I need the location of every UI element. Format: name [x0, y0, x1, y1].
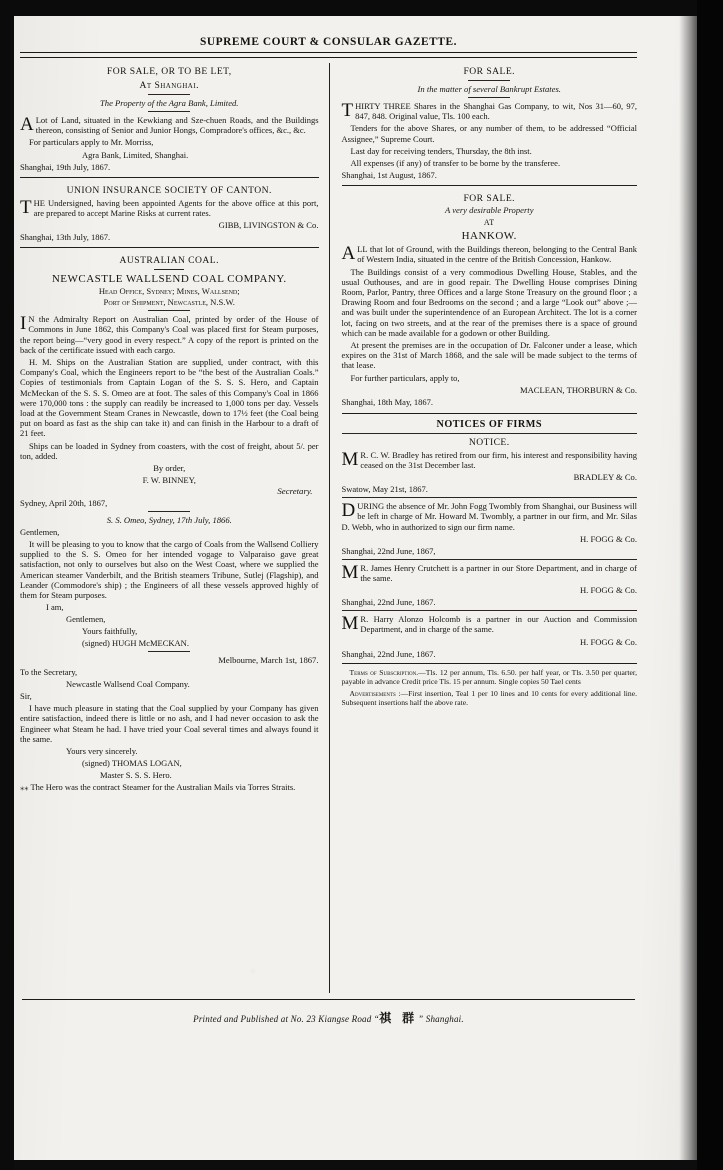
- drop-cap: I: [20, 313, 27, 335]
- letter-salutation: Sir,: [20, 691, 32, 702]
- notice-body: [342, 614, 638, 634]
- drop-cap: M: [341, 613, 359, 635]
- letter-salutation: Gentlemen,: [20, 527, 60, 538]
- ornament-dash: [154, 269, 184, 270]
- colophon-pre: Printed and Published at No. 23 Kiangse Road “: [193, 1014, 380, 1024]
- letter-close-1: I am,: [46, 602, 64, 613]
- drop-cap: A: [341, 243, 356, 265]
- ad-signer: F. W. BINNEY,: [142, 475, 196, 486]
- letter-body: I have much pleasure in stating that the Coal supplied by your Company has given entire satisfaction, indeed there is little or no ash, and I had never occasion to ask the Engineer what Steam he had. I have tried your Coal several times and always found it the same.: [20, 703, 319, 744]
- notice-bradley: [342, 437, 638, 494]
- ad-union-insurance-canton: [20, 177, 319, 244]
- notices-under-rule: [342, 433, 638, 434]
- ad-paragraph-1: [20, 314, 319, 355]
- ad-body: [342, 101, 638, 121]
- terms-subscription-text: —Tls. 12 per annum, Tls. 6.50. per half year, or Tls. 3.50 per quarter, payable in advance Credit price Tls. 15 per annum. Single copies 50 Tael cents: [341, 667, 637, 686]
- masthead-rule: [20, 52, 637, 58]
- ad-signer-title: Secretary.: [277, 486, 313, 497]
- colophon: [14, 1009, 643, 1026]
- notice-signature: H. FOGG & Co.: [579, 585, 637, 596]
- ornament-dash: [468, 80, 510, 81]
- ad-dateline: Shanghai, 13th July, 1867.: [20, 232, 111, 243]
- notice-signature: H. FOGG & Co.: [579, 636, 637, 647]
- ad-title-line1: UNION INSURANCE SOCIETY OF CANTON.: [66, 184, 272, 196]
- notice-crutchett: [342, 563, 638, 607]
- ad-title-line1: FOR SALE, OR TO BE LET,: [106, 66, 232, 77]
- letter-heading: S. S. Omeo, Sydney, 17th July, 1866.: [106, 515, 232, 526]
- ornament-dash: [148, 511, 190, 512]
- ad-port-line: Port of Shipment, Newcastle, N.S.W.: [103, 297, 235, 308]
- ad-dateline: Shanghai, 18th May, 1867.: [341, 396, 434, 407]
- notice-divider: [342, 559, 638, 560]
- notice-divider: [342, 497, 638, 498]
- ad-subtitle: The Property of the Agra Bank, Limited.: [100, 98, 239, 108]
- letter-to-line-2: Newcastle Wallsend Coal Company.: [66, 679, 190, 690]
- ad-signature: MACLEAN, THORBURN & Co.: [519, 384, 637, 395]
- book-gutter-shadow: [697, 0, 723, 1170]
- ornament-dash: [148, 651, 190, 652]
- ad-paragraph-3: Ships can be loaded in Sydney from coasters, with the cost of freight, about 5/. per ton, added.: [20, 440, 319, 461]
- ad-paragraph-3: Last day for receiving tenders, Thursday, the 8th inst.: [350, 145, 532, 156]
- ad-title-line2: At Shanghai.: [139, 80, 199, 91]
- ornament-dash: [148, 94, 190, 95]
- right-column: [329, 63, 644, 993]
- terms-of-advertisements: [342, 689, 638, 707]
- letter-close-3: Yours faithfully,: [82, 626, 138, 637]
- notice-heading: NOTICE.: [468, 436, 510, 448]
- page-bottom-edge: [0, 1160, 723, 1170]
- notice-body-text: R. C. W. Bradley has retired from our firm, his interest and responsibility having ceased on the 31st December last.: [360, 449, 637, 471]
- notice-holcomb: [342, 614, 638, 658]
- terms-subscription-label: Terms of Subscription.: [349, 667, 419, 677]
- ad-title-line1: AUSTRALIAN COAL.: [119, 255, 219, 267]
- notice-dateline: Shanghai, 22nd June, 1867,: [341, 545, 436, 556]
- terms-top-rule: [342, 663, 638, 664]
- ad-by-order: By order,: [153, 463, 186, 474]
- testimonial-letter-hero: [20, 655, 319, 780]
- ad-title-line1: FOR SALE.: [463, 193, 515, 205]
- ad-body: [342, 244, 638, 264]
- ad-body-text: HIRTY THREE Shares in the Shanghai Gas Company, to wit, Nos 31—60, 97, 847, 848. Original value, Tls. 100 each.: [355, 101, 637, 122]
- ad-subtitle: A very desirable Property: [444, 205, 534, 216]
- notice-body-text: URING the absence of Mr. John Fogg Twombly from Shanghai, our Business will be left in charge of Mr. Howard M. Twombly, a partner in our firm, and Mr. Silas D. Webb, who in authorized to sign our firm name.: [341, 501, 637, 532]
- notice-body: [342, 501, 638, 532]
- notice-divider: [342, 610, 638, 611]
- letter-heading: Melbourne, March 1st, 1867.: [218, 655, 319, 666]
- letter-signature: (signed) THOMAS LOGAN,: [82, 758, 182, 769]
- ad-body-text: Lot of Land, situated in the Kewkiang and Sze-chuen Roads, and the Buildings thereon, consisting of Senior and Junior Hongs, Compradore's offices, &c., &c.: [35, 115, 319, 136]
- notice-body: [342, 563, 638, 583]
- drop-cap: M: [341, 561, 359, 583]
- drop-cap: A: [20, 114, 34, 135]
- colophon-cjk-name: 祺 群: [379, 1011, 419, 1025]
- ad-body: [20, 115, 319, 135]
- letter-signer-title: Master S. S. S. Hero.: [100, 770, 172, 781]
- ad-signature: GIBB, LIVINGSTON & Co.: [218, 220, 319, 231]
- ornament-dash: [148, 111, 190, 112]
- notices-top-rule: [342, 413, 638, 414]
- ad-company-name: NEWCASTLE WALLSEND COAL COMPANY.: [51, 273, 287, 286]
- drop-cap: T: [341, 100, 354, 121]
- ad-dateline: Shanghai, 1st August, 1867.: [341, 170, 437, 181]
- colophon-post: ” Shanghai.: [418, 1014, 464, 1024]
- ornament-dash: [468, 97, 510, 98]
- ad-body-text: LL that lot of Ground, with the Buildings thereon, belonging to the Central Bank of Western India, situated in the centre of the British Concession, Hankow.: [357, 244, 637, 265]
- ad-australian-coal: [20, 247, 319, 794]
- ad-title-line1: FOR SALE.: [463, 66, 515, 77]
- ad-paragraph-1-text: N the Admiralty Report on Australian Coal, printed by order of the House of Commons in June 1862, this Company's Coal was placed first for Steam purposes, the report being—“very good in every respect.” A copy of the report is printed on the back of the certificate issued with each cargo.: [20, 314, 319, 355]
- ad-footnote: ⁎⁎ The Hero was the contract Steamer for the Australian Mails via Torres Straits.: [20, 782, 296, 793]
- ad-paragraph-2: H. M. Ships on the Australian Station are supplied, under contract, with this Company's Coal, which the Engineers report to be “the best of the Australian Coals.” Copies of testimonials from Captain Logan of the S. S. S. Hero, and Captain McMeckan of the S. S. S. Omeo are at foot. The sales of this Company's Coal in 1866 were 170,000 tons : the supply can readily be increased to 1,000 tons per day. Vessels load at the Government Steam Cranes in Newcastle, down to 17½ feet (the Coal being put on board as fast as the ship can take it) and can finish in the Harbour to a draft of 21 feet.: [20, 357, 319, 439]
- footer-rule: [22, 999, 635, 1000]
- drop-cap: M: [341, 448, 359, 470]
- two-column-layout: [14, 63, 643, 993]
- ad-paragraph-4: For further particulars, apply to,: [350, 372, 460, 383]
- ad-paragraph-2: Tenders for the above Shares, or any number of them, to be addressed “Official Assignee,” Supreme Court.: [341, 123, 637, 144]
- ad-body: [20, 198, 319, 218]
- ad-body-text: HE Undersigned, having been appointed Agents for the above office at this port, are prepared to accept Marine Risks at current rates.: [33, 197, 319, 219]
- ad-dateline: Sydney, April 20th, 1867,: [20, 498, 108, 509]
- ornament-dash: [148, 310, 190, 311]
- ad-subtitle: In the matter of several Bankrupt Estates.: [417, 84, 561, 94]
- ad-paragraph-3: At present the premises are in the occupation of Dr. Falconer under a lease, which expires on the 31st of March 1868, and the sale will be made subject to the terms of that lease.: [341, 340, 637, 371]
- notice-body-text: R. Harry Alonzo Holcomb is a partner in our Auction and Commission Department, and in charge of the same.: [360, 614, 637, 635]
- notices-section-heading: NOTICES OF FIRMS: [436, 418, 543, 430]
- notice-fogg-twombly: [342, 501, 638, 556]
- drop-cap: D: [341, 500, 356, 522]
- ad-place-name: HANKOW.: [461, 230, 517, 243]
- ad-paragraph-4: All expenses (if any) of transfer to be borne by the transferee.: [350, 158, 561, 169]
- letter-close-2: Gentlemen,: [66, 614, 106, 625]
- ad-office-line: Head Office, Sydney; Mines, Wallsend;: [98, 286, 240, 297]
- notice-body-text: R. James Henry Crutchett is a partner in our Store Department, and in charge of the same.: [360, 562, 637, 584]
- ad-dateline: Shanghai, 19th July, 1867.: [20, 161, 111, 172]
- left-column: [14, 63, 329, 993]
- ad-hankow-property-sale: [342, 185, 638, 409]
- terms-advertisements-text: —First insertion, Teal 1 per 10 lines and 10 cents for every additional line. Subsequent insertions half the above rate.: [341, 688, 637, 707]
- drop-cap: T: [20, 196, 32, 218]
- ad-agra-bank-sale: [20, 66, 319, 174]
- notice-signature: H. FOGG & Co.: [579, 533, 637, 544]
- ad-apply-line: For particulars apply to Mr. Morriss,: [29, 137, 154, 148]
- letter-to-line-1: To the Secretary,: [20, 667, 78, 678]
- masthead-title: SUPREME COURT & CONSULAR GAZETTE.: [199, 36, 458, 48]
- ad-at-label: AT: [483, 218, 495, 228]
- terms-advertisements-label: Advertisements :: [349, 688, 401, 698]
- ad-paragraph-2: The Buildings consist of a very commodious Dwelling House, Stables, and the usual Outhouses, and are in good repair. The Dwelling House comprises Dining Room, Parlor, Pantry, three Offices and a large Stone Treasury on the ground floor ; a Drawing Room and four Bedrooms on the second ; and a large “Look out” above ;—and was built under the superintendence of an European Architect. The lot is a corner lot, facing on two streets, and at the rear of the premises there is a space of ground which can be made available for a godown or other Building.: [341, 266, 637, 338]
- notice-signature: BRADLEY & Co.: [573, 472, 637, 483]
- letter-signature: (signed) HUGH McMECKAN.: [82, 638, 189, 649]
- page-sheet: [14, 16, 643, 1160]
- testimonial-letter-omeo: [20, 515, 319, 648]
- notice-dateline: Swatow, May 21st, 1867.: [341, 484, 428, 495]
- ad-apply-to: Agra Bank, Limited, Shanghai.: [82, 149, 189, 160]
- ad-bankrupt-estates-shares: [342, 66, 638, 182]
- letter-body: It will be pleasing to you to know that the cargo of Coals from the Wallsend Colliery supplied to the S. S. Omeo for her intended vogage to Valparaiso gave great satisfaction, not only to ourselves but also on the West Coast, where we supplied the American steamer Vanderbilt, and the British steamers Tribune, Sutlej (Flagship), and Leander (Commodore's ship) ; the Engineers of all these vessels approved highly of them for Steam purposes.: [20, 539, 319, 601]
- terms-of-subscription: [342, 668, 638, 686]
- letter-close-1: Yours very sincerely.: [66, 746, 138, 757]
- notice-dateline: Shanghai, 22nd June, 1867.: [341, 597, 436, 608]
- notice-dateline: Shanghai, 22nd June, 1867.: [341, 648, 436, 659]
- notice-body: [342, 450, 638, 470]
